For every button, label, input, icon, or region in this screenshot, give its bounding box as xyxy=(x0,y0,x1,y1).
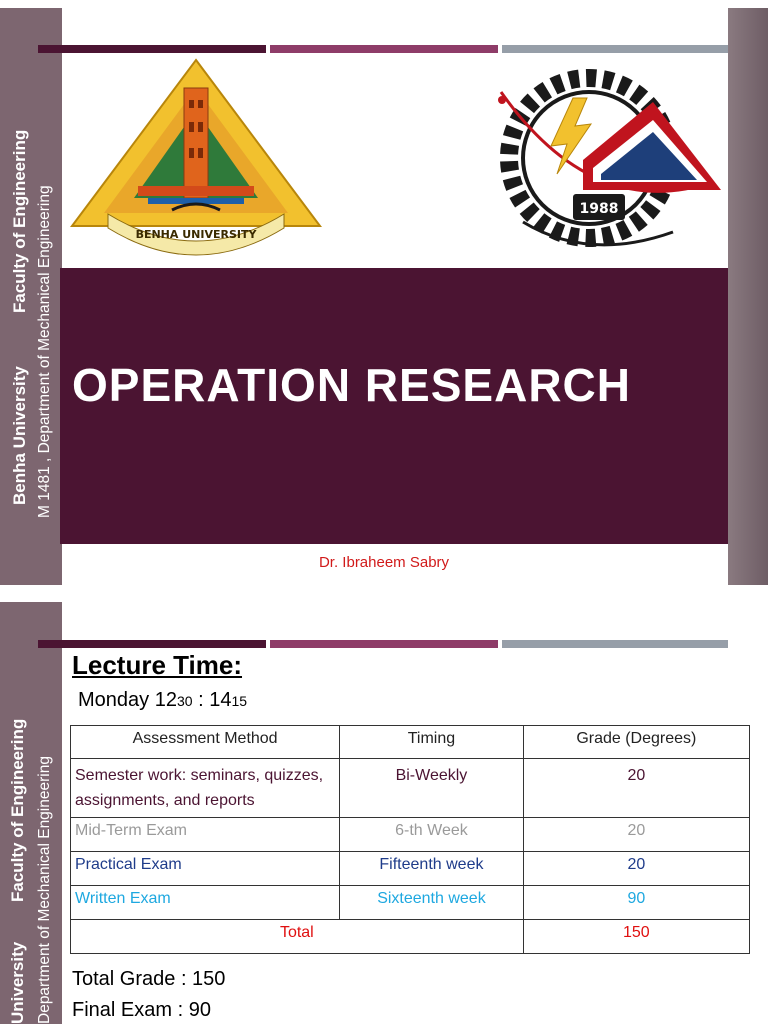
author-name: Dr. Ibraheem Sabry xyxy=(318,554,450,571)
cell-method: Semester work: seminars, quizzes, assignments, and reports xyxy=(71,759,340,818)
cell-timing: 6-th Week xyxy=(340,818,523,852)
side-faculty: Faculty of Engineering xyxy=(8,718,27,902)
assessment-table xyxy=(70,725,750,954)
side-university: Benha University xyxy=(10,366,29,505)
side-university: University xyxy=(8,941,27,1024)
cell-grade: 90 xyxy=(523,886,749,920)
stripe-magenta xyxy=(270,45,498,53)
column-header: Grade (Degrees) xyxy=(523,726,749,759)
cell-timing: Fifteenth week xyxy=(340,852,523,886)
side-faculty: Faculty of Engineering xyxy=(10,129,29,313)
lecture-time xyxy=(78,689,247,712)
table-total-row xyxy=(71,920,750,954)
cell-grade: 20 xyxy=(523,818,749,852)
table-row xyxy=(71,852,750,886)
total-value: 150 xyxy=(523,920,749,954)
stripe-grey xyxy=(502,45,728,53)
side-band xyxy=(0,8,62,585)
total-grade: Total Grade : 150 xyxy=(72,968,226,990)
total-label: Total xyxy=(71,920,524,954)
time-prefix: Monday 12 xyxy=(78,689,177,711)
faculty-engineering-logo xyxy=(493,62,723,262)
table-row xyxy=(71,886,750,920)
lecture-heading: Lecture Time: xyxy=(72,650,243,680)
grade-summary xyxy=(72,964,225,1026)
table-row xyxy=(71,818,750,852)
side-band xyxy=(0,602,62,1024)
table-header-row xyxy=(71,726,750,759)
stripe-dark xyxy=(38,45,266,53)
stripe-dark xyxy=(38,640,266,648)
table-row xyxy=(71,759,750,818)
cell-method: Practical Exam xyxy=(71,852,340,886)
assessment-slide xyxy=(0,602,768,1024)
logo-year: 1988 xyxy=(579,201,619,217)
cell-grade: 20 xyxy=(523,759,749,818)
right-band xyxy=(728,8,768,585)
cell-method: Written Exam xyxy=(71,886,340,920)
logo-label: BENHA UNIVERSITY xyxy=(135,228,257,241)
column-header: Assessment Method xyxy=(71,726,340,759)
stripe-grey xyxy=(502,640,728,648)
cell-timing: Bi-Weekly xyxy=(340,759,523,818)
cell-method: Mid-Term Exam xyxy=(71,818,340,852)
time-minutes-end: 15 xyxy=(231,693,248,709)
time-minutes-start: 30 xyxy=(176,693,193,709)
slide-title: OPERATION RESEARCH xyxy=(72,359,631,411)
side-department: M 1481 , Department of Mechanical Engineering xyxy=(36,185,53,518)
cell-timing: Sixteenth week xyxy=(340,886,523,920)
final-exam: Final Exam : 90 xyxy=(72,999,211,1021)
column-header: Timing xyxy=(340,726,523,759)
side-department: Department of Mechanical Engineering xyxy=(36,756,53,1024)
time-mid: : 14 xyxy=(192,689,232,711)
cell-grade: 20 xyxy=(523,852,749,886)
stripe-magenta xyxy=(270,640,498,648)
benha-university-logo xyxy=(68,58,324,258)
